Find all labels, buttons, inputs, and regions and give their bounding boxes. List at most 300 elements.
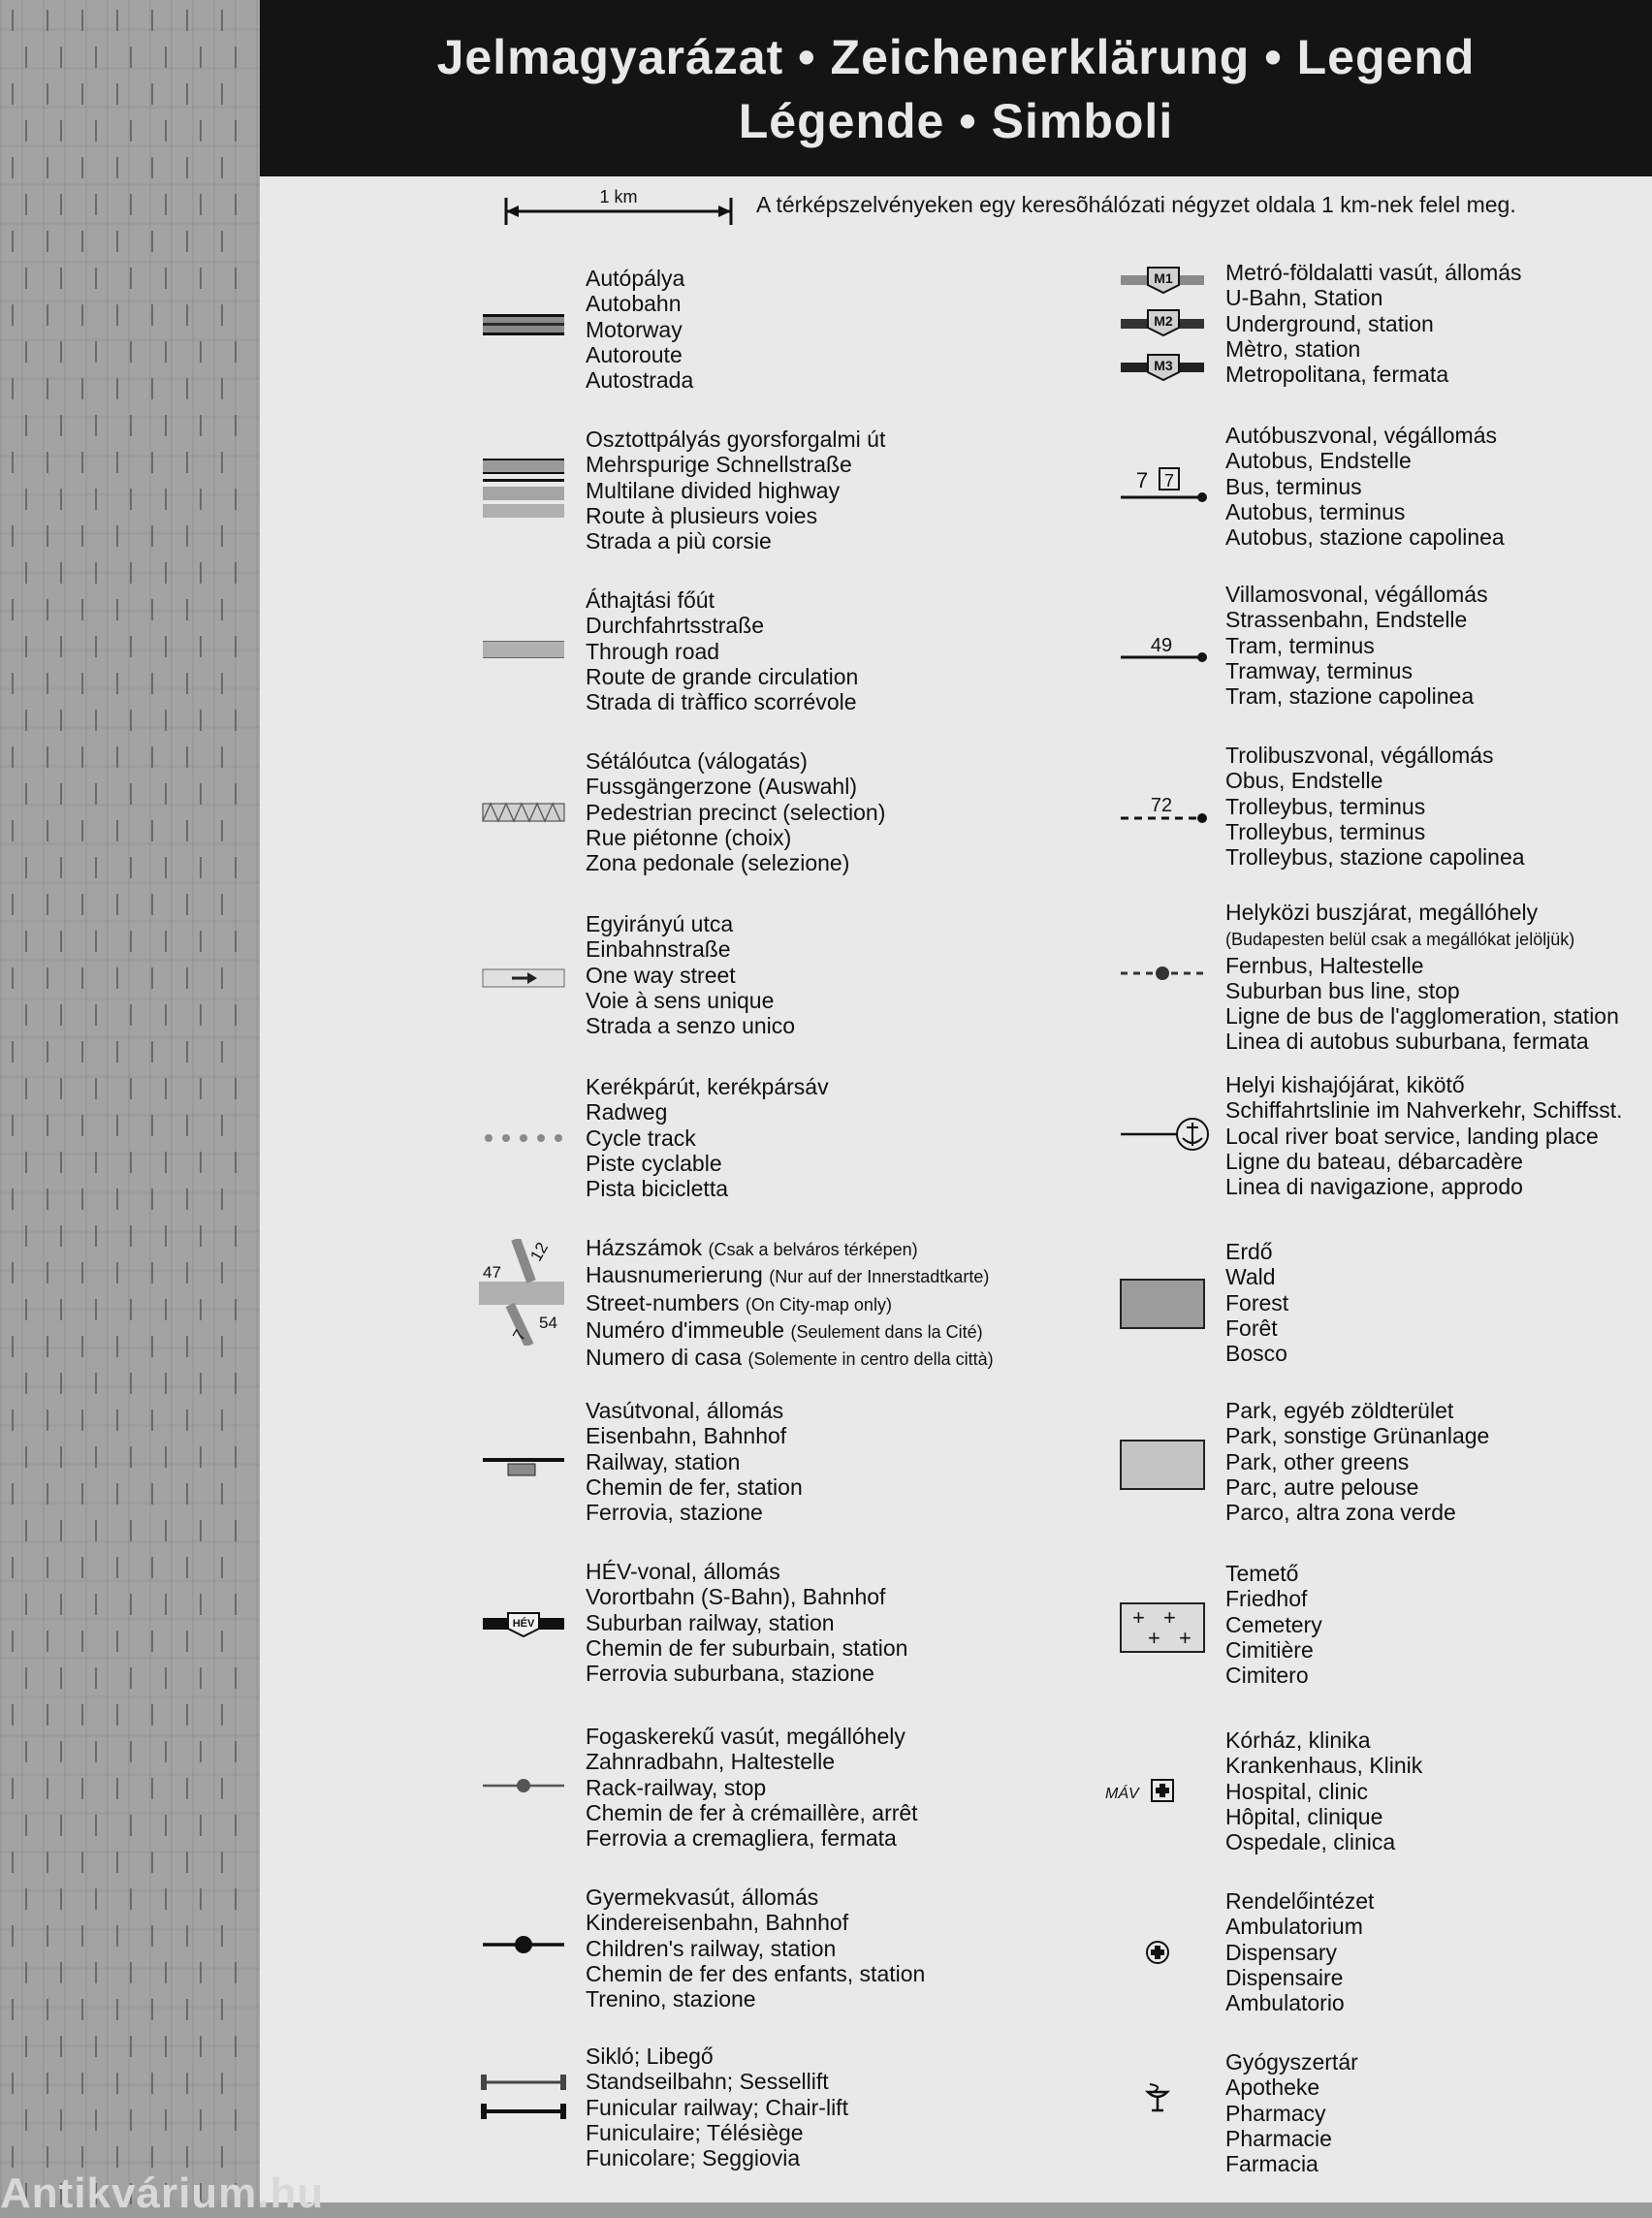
spine-texture-mark — [116, 83, 118, 105]
spine-texture-mark — [116, 1262, 118, 1283]
svg-text:+: + — [1148, 1626, 1160, 1650]
spine-texture-mark — [165, 1078, 167, 1099]
spine-texture-mark — [47, 304, 48, 326]
spine-texture-mark — [25, 1962, 27, 1983]
legend-text-line: Piste cyclable — [586, 1150, 722, 1176]
spine-texture-mark — [165, 1667, 167, 1689]
spine-texture-mark — [235, 1004, 237, 1026]
legend-text-line: Forêt — [1225, 1315, 1278, 1341]
spine-texture-mark — [12, 1188, 14, 1210]
spine-texture-mark — [165, 1520, 167, 1541]
spine-texture-mark — [12, 1852, 14, 1873]
spine-texture-mark — [235, 1962, 237, 1983]
spine-texture-mark — [200, 2036, 202, 2057]
legend-text-line: Mètro, station — [1225, 335, 1361, 362]
spine-texture-mark — [221, 1115, 223, 1136]
legend-text-line: Kindereisenbahn, Bahnhof — [586, 1910, 849, 1936]
spine-texture-mark — [221, 1704, 223, 1726]
spine-texture-mark — [116, 157, 118, 178]
spine-texture-mark — [116, 525, 118, 547]
spine-texture-mark — [151, 599, 153, 620]
spine-texture-mark — [130, 857, 132, 878]
spine-texture-mark — [235, 1299, 237, 1320]
hev-label: HÉV — [512, 1618, 535, 1630]
spine-texture-mark — [81, 967, 83, 989]
spine-texture-mark — [12, 1262, 14, 1283]
legend-text-line: Strassenbahn, Endstelle — [1225, 607, 1468, 633]
legend-text-line: Helyközi buszjárat, megállóhely — [1225, 900, 1539, 925]
legend-text-line: Autóbuszvonal, végállomás — [1225, 423, 1497, 448]
spine-texture-mark — [186, 894, 188, 915]
spine-texture-mark — [47, 452, 48, 473]
bus-number: 7 — [1135, 468, 1149, 492]
spine-texture-mark — [25, 1225, 27, 1247]
legend-text-line: Tram, terminus — [1225, 632, 1375, 658]
spine-texture-mark — [95, 1004, 97, 1026]
spine-texture-mark — [235, 1446, 237, 1468]
spine-texture-mark — [235, 1815, 237, 1836]
spine-texture-mark — [81, 1483, 83, 1505]
spine-texture-mark — [95, 1815, 97, 1836]
legend-entry-tram — [1225, 582, 1488, 709]
legend-text-line: Eisenbahn, Bahnhof — [586, 1423, 787, 1449]
spine-texture-mark — [25, 268, 27, 289]
spine-texture-mark — [60, 489, 62, 510]
spine-texture-mark — [60, 1004, 62, 1026]
spine-texture-mark — [60, 1667, 62, 1689]
legend-text-line: Rack-railway, stop — [586, 1774, 767, 1800]
spine-texture-mark — [25, 1815, 27, 1836]
spine-texture-mark — [12, 231, 14, 252]
spine-texture-mark — [186, 1925, 188, 1947]
legend-text-line: Apotheke — [1225, 2075, 1320, 2101]
spine-texture-mark — [47, 1631, 48, 1652]
spine-texture-mark — [200, 1152, 202, 1173]
spine-texture-mark — [60, 1815, 62, 1836]
legend-note: (Csak a belváros térképen) — [708, 1240, 918, 1259]
spine-texture-mark — [25, 710, 27, 731]
motorway-symbol — [481, 310, 568, 339]
spine-texture-mark — [151, 1336, 153, 1357]
spine-texture-mark — [81, 1999, 83, 2020]
spine-texture-mark — [221, 1483, 223, 1505]
spine-texture-mark — [47, 231, 48, 252]
spine-texture-mark — [151, 746, 153, 768]
spine-texture-mark — [165, 1152, 167, 1173]
spine-texture-mark — [95, 1152, 97, 1173]
spine-texture-mark — [25, 1152, 27, 1173]
spine-texture-mark — [200, 268, 202, 289]
legend-text-line: Through road — [586, 638, 720, 664]
watermark: Antikvárium.hu — [0, 2170, 325, 2217]
legend-text-line: Metropolitana, fermata — [1225, 362, 1449, 388]
cemetery-symbol — [1119, 1601, 1216, 1656]
spine-texture-mark — [25, 1299, 27, 1320]
spine-texture-mark — [165, 1446, 167, 1468]
spine-texture-mark — [221, 1336, 223, 1357]
spine-texture-mark — [81, 304, 83, 326]
spine-texture-mark — [186, 83, 188, 105]
bus-symbol — [1119, 463, 1216, 506]
one-way-symbol — [481, 966, 568, 991]
spine-texture-mark — [186, 157, 188, 178]
legend-entry-house-numbers — [586, 1235, 994, 1372]
legend-text-line: Route à plusieurs voies — [586, 502, 818, 528]
spine-texture-mark — [95, 268, 97, 289]
spine-texture-mark — [81, 1410, 83, 1431]
spine-texture-mark — [130, 415, 132, 436]
legend-text-line: Parco, altra zona verde — [1225, 1500, 1456, 1526]
spine-texture-mark — [186, 1115, 188, 1136]
spine-texture-mark — [12, 2073, 14, 2094]
spine-texture-mark — [81, 1115, 83, 1136]
legend-text-line: Cycle track — [586, 1125, 696, 1151]
spine-texture-mark — [60, 341, 62, 363]
spine-texture-mark — [186, 1999, 188, 2020]
spine-texture-mark — [81, 2073, 83, 2094]
spine-texture-mark — [235, 783, 237, 805]
spine-texture-mark — [221, 894, 223, 915]
legend-main-text: Házszámok — [586, 1235, 703, 1260]
spine-texture-mark — [200, 1373, 202, 1394]
legend-text-line — [586, 1345, 994, 1372]
suburban-bus-symbol — [1119, 962, 1216, 985]
spine-texture-mark — [165, 1004, 167, 1026]
legend-text-line: Strada di tràffico scorrévole — [586, 689, 857, 715]
spine-texture-mark — [186, 1852, 188, 1873]
spine-texture-mark — [151, 1188, 153, 1210]
legend-entry-pedestrian — [586, 748, 885, 875]
legend-text-line: Ligne du bateau, débarcadère — [1225, 1148, 1523, 1174]
legend-text-line: Ligne de bus de l'agglomeration, station — [1225, 1003, 1619, 1030]
pharmacy-symbol — [1140, 2080, 1179, 2117]
spine-texture-mark — [60, 268, 62, 289]
spine-texture-mark — [25, 489, 27, 510]
spine-texture-mark — [130, 783, 132, 805]
spine-texture-mark — [95, 562, 97, 584]
legend-text-line: Linea di autobus suburbana, fermata — [1225, 1029, 1589, 1055]
spine-texture-mark — [200, 1888, 202, 1910]
spine-texture-mark — [95, 1594, 97, 1615]
legend-text-line: Rendelőintézet — [1225, 1888, 1375, 1914]
spine-texture-mark — [12, 1336, 14, 1357]
legend-text-line: Sétálóutca (válogatás) — [586, 748, 808, 774]
legend-text-line: Ospedale, clinica — [1225, 1829, 1396, 1855]
tram-number: 49 — [1150, 635, 1173, 656]
legend-entry-cemetery — [1225, 1561, 1322, 1688]
spine-texture-mark — [60, 710, 62, 731]
spine-texture-mark — [116, 1778, 118, 1799]
spine-texture-mark — [60, 120, 62, 142]
spine-texture-mark — [25, 562, 27, 584]
legend-note: (Seulement dans la Cité) — [790, 1321, 983, 1342]
spine-texture-mark — [81, 231, 83, 252]
scale-label: 1 km — [599, 187, 638, 206]
spine-texture-mark — [60, 2036, 62, 2057]
legend-text-line: Trolleybus, terminus — [1225, 818, 1426, 844]
spine-texture-mark — [221, 820, 223, 841]
legend-text-line: HÉV-vonal, állomás — [586, 1559, 780, 1584]
spine-texture-mark — [200, 562, 202, 584]
legend-text-line: Temető — [1225, 1561, 1299, 1586]
spine-texture-mark — [130, 1299, 132, 1320]
legend-text-line: Trolibuszvonal, végállomás — [1225, 743, 1494, 768]
spine-texture-mark — [151, 1778, 153, 1799]
spine-texture-mark — [95, 931, 97, 952]
spine-texture-mark — [81, 1336, 83, 1357]
legend-text-line: Osztottpályás gyorsforgalmi út — [586, 427, 886, 452]
spine-texture-mark — [221, 452, 223, 473]
spine-texture-mark — [116, 820, 118, 841]
legend-entry-trolley — [1225, 743, 1525, 870]
rack-railway-symbol — [481, 1774, 568, 1797]
multilane-symbol — [481, 456, 568, 522]
spine-texture-mark — [116, 1188, 118, 1210]
spine-texture-mark — [81, 746, 83, 768]
spine-texture-mark — [116, 231, 118, 252]
legend-text-line: Multilane divided highway — [586, 477, 841, 503]
spine-texture-mark — [25, 857, 27, 878]
spine-texture-mark — [151, 1631, 153, 1652]
legend-text-line: Autostrada — [586, 367, 694, 394]
spine-texture-mark — [200, 489, 202, 510]
spine-texture-mark — [60, 1225, 62, 1247]
legend-text-line: Park, egyéb zöldterület — [1225, 1398, 1454, 1423]
spine-texture-mark — [12, 599, 14, 620]
legend-text-line: Chemin de fer suburbain, station — [586, 1634, 908, 1661]
spine-texture-mark — [12, 1115, 14, 1136]
spine-texture-mark — [165, 636, 167, 657]
spine-texture-mark — [47, 1778, 48, 1799]
spine-texture-mark — [235, 120, 237, 142]
legend-text-line: Kerékpárút, kerékpársáv — [586, 1074, 829, 1099]
legend-entry-through-road — [586, 587, 858, 714]
spine-texture-mark — [151, 894, 153, 915]
spine-texture-mark — [81, 673, 83, 694]
spine-texture-mark — [95, 636, 97, 657]
spine-texture-mark — [60, 1888, 62, 1910]
spine-texture-mark — [47, 1483, 48, 1505]
legend-text-line: Egyirányú utca — [586, 911, 734, 936]
spine-texture-mark — [47, 2073, 48, 2094]
spine-texture-mark — [235, 489, 237, 510]
legend-text-line: Ferrovia, stazione — [586, 1500, 763, 1526]
spine-texture-mark — [12, 83, 14, 105]
dispensary-symbol — [1140, 1937, 1179, 1968]
spine-texture-mark — [151, 1925, 153, 1947]
boat-landing-symbol — [1119, 1115, 1216, 1154]
legend-text-line: Linea di navigazione, approdo — [1225, 1174, 1523, 1200]
spine-texture-mark — [12, 304, 14, 326]
spine-texture-mark — [130, 1667, 132, 1689]
legend-text-line — [586, 1317, 994, 1345]
spine-texture-mark — [60, 2109, 62, 2131]
header-title-line1: Jelmagyarázat • Zeichenerklärung • Legend — [436, 30, 1476, 84]
legend-text-line: Ambulatorio — [1225, 1990, 1345, 2016]
spine-texture-mark — [116, 1704, 118, 1726]
hev-symbol — [481, 1609, 568, 1638]
spine-texture-mark — [221, 1852, 223, 1873]
spine-texture-mark — [151, 820, 153, 841]
spine-texture-mark — [165, 857, 167, 878]
spine-texture-mark — [151, 1115, 153, 1136]
legend-text-line: U-Bahn, Station — [1225, 285, 1383, 311]
spine-texture-mark — [186, 452, 188, 473]
spine-texture-mark — [81, 2146, 83, 2168]
spine-texture-mark — [116, 1410, 118, 1431]
spine-texture-mark — [95, 1373, 97, 1394]
legend-text-line: Park, sonstige Grünanlage — [1225, 1423, 1490, 1449]
legend-text-line: Hôpital, clinique — [1225, 1803, 1383, 1829]
spine-texture-mark — [235, 857, 237, 878]
spine-texture-mark — [221, 2073, 223, 2094]
legend-text-line: Vasútvonal, állomás — [586, 1398, 784, 1423]
railway-symbol — [481, 1450, 568, 1479]
spine-texture-mark — [47, 820, 48, 841]
spine-texture-mark — [60, 1962, 62, 1983]
spine-texture-mark — [200, 710, 202, 731]
spine-texture-mark — [47, 1336, 48, 1357]
metro-m2-label: M2 — [1154, 313, 1173, 329]
legend-text-line: Mehrspurige Schnellstraße — [586, 452, 852, 478]
spine-texture-mark — [221, 1557, 223, 1578]
spine-texture-mark — [130, 1004, 132, 1026]
spine-texture-mark — [151, 673, 153, 694]
spine-texture-mark — [47, 746, 48, 768]
spine-texture-mark — [116, 378, 118, 399]
legend-text-line: Standseilbahn; Sessellift — [586, 2069, 829, 2095]
legend-entry-boat — [1225, 1072, 1623, 1199]
spine-texture-mark — [12, 157, 14, 178]
spine-texture-mark — [235, 1373, 237, 1394]
spine-texture-mark — [130, 1225, 132, 1247]
spine-texture-mark — [235, 1741, 237, 1762]
legend-text-line: Autobus, terminus — [1225, 498, 1406, 524]
house-number-47: 47 — [483, 1263, 501, 1282]
legend-text-line: Autobahn — [586, 291, 682, 317]
trolleybus-number: 72 — [1150, 795, 1173, 816]
legend-text-line: Erdő — [1225, 1239, 1273, 1264]
legend-main-text: Street-numbers — [586, 1289, 740, 1315]
spine-texture-mark — [81, 1041, 83, 1062]
spine-texture-mark — [221, 10, 223, 31]
spine-texture-mark — [130, 2036, 132, 2057]
legend-text-line: Parc, autre pelouse — [1225, 1473, 1419, 1500]
legend-text-line: Pharmacy — [1225, 2100, 1326, 2126]
spine-texture-mark — [60, 194, 62, 215]
legend-text-line: Forest — [1225, 1289, 1289, 1315]
forest-symbol — [1119, 1278, 1216, 1332]
spine-texture-mark — [95, 1962, 97, 1983]
spine-texture-mark — [221, 83, 223, 105]
legend-text-line: Wald — [1225, 1264, 1276, 1290]
spine-texture-mark — [130, 1520, 132, 1541]
spine-texture-mark — [95, 1299, 97, 1320]
spine-texture-mark — [130, 1373, 132, 1394]
spine-texture-mark — [235, 1594, 237, 1615]
legend-text-line: Chemin de fer des enfants, station — [586, 1960, 926, 1986]
spine-texture-mark — [116, 304, 118, 326]
legend-header — [260, 0, 1652, 176]
cycle-track-symbol — [481, 1128, 568, 1148]
spine-texture-mark — [95, 415, 97, 436]
legend-text-line: Trenino, stazione — [586, 1986, 756, 2012]
spine-texture-mark — [165, 931, 167, 952]
spine-texture-mark — [25, 1078, 27, 1099]
spine-texture-mark — [221, 1999, 223, 2020]
spine-texture-mark — [151, 304, 153, 326]
spine-texture-mark — [130, 1152, 132, 1173]
legend-entry-suburban-bus — [1225, 900, 1619, 1055]
spine-texture-mark — [60, 1078, 62, 1099]
legend-text-line: Hospital, clinic — [1225, 1778, 1368, 1804]
spine-texture-mark — [95, 710, 97, 731]
spine-texture-mark — [116, 1557, 118, 1578]
spine-texture-mark — [151, 525, 153, 547]
legend-entry-hev — [586, 1559, 907, 1686]
legend-text-line: Dispensary — [1225, 1939, 1338, 1965]
legend-text-line: Zona pedonale (selezione) — [586, 850, 850, 876]
legend-text-line: Funicular railway; Chair-lift — [586, 2094, 848, 2120]
spine-texture-mark — [130, 47, 132, 68]
spine-texture-mark — [81, 894, 83, 915]
spine-texture-mark — [130, 710, 132, 731]
legend-text-line: Strada a più corsie — [586, 528, 772, 554]
spine-texture-mark — [47, 1262, 48, 1283]
spine-texture-mark — [165, 1594, 167, 1615]
spine-texture-mark — [25, 1741, 27, 1762]
legend-text-line: Tramway, terminus — [1225, 657, 1413, 683]
spine-texture-mark — [12, 1925, 14, 1947]
spine-texture-mark — [130, 1594, 132, 1615]
svg-text:+: + — [1132, 1605, 1145, 1630]
spine-texture-mark — [186, 1336, 188, 1357]
legend-text-line: Underground, station — [1225, 310, 1434, 336]
spine-texture-mark — [151, 967, 153, 989]
mav-label: MÁV — [1105, 1786, 1139, 1802]
spine-texture-mark — [130, 931, 132, 952]
spine-texture-mark — [81, 525, 83, 547]
spine-texture-mark — [186, 746, 188, 768]
svg-text:+: + — [1163, 1605, 1176, 1630]
spine-texture-mark — [116, 452, 118, 473]
spine-texture-mark — [151, 157, 153, 178]
spine-texture-mark — [81, 157, 83, 178]
spine-texture-mark — [60, 636, 62, 657]
legend-text-line — [586, 1262, 994, 1289]
spine-texture-mark — [186, 1410, 188, 1431]
spine-texture-mark — [12, 452, 14, 473]
legend-text-line: Park, other greens — [1225, 1448, 1410, 1474]
legend-text-line: Cimitero — [1225, 1663, 1309, 1689]
spine-texture-mark — [151, 10, 153, 31]
legend-entry-metro — [1225, 260, 1522, 387]
spine-texture-mark — [12, 1410, 14, 1431]
legend-note-line — [1225, 925, 1619, 952]
house-number-54: 54 — [539, 1314, 557, 1332]
spine-texture-mark — [200, 415, 202, 436]
spine-texture-mark — [186, 673, 188, 694]
spine-texture-mark — [165, 47, 167, 68]
spine-texture-mark — [25, 1446, 27, 1468]
legend-text-line: Gyermekvasút, állomás — [586, 1885, 819, 1910]
spine-texture-mark — [60, 47, 62, 68]
spine-texture-mark — [221, 1778, 223, 1799]
spine-texture-mark — [12, 1778, 14, 1799]
spine-texture-mark — [235, 1520, 237, 1541]
spine-texture-mark — [60, 931, 62, 952]
legend-main-text: Numéro d'immeuble — [586, 1316, 785, 1343]
